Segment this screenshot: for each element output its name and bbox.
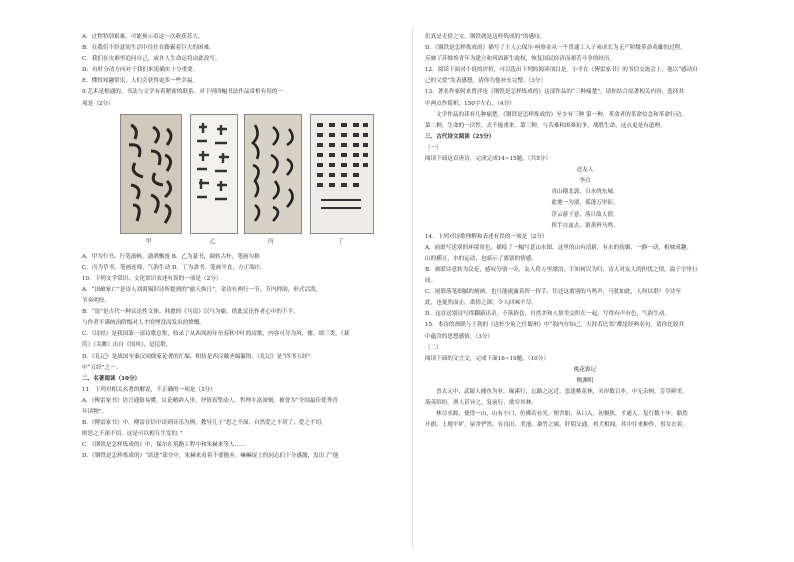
text-line: B．“说”是古代一种议论性文体，韩愈的《马说》以马为喻，借此议论作者心中的不平， [82, 309, 299, 316]
text-line: 与作者不满统治阶级对人才的埋没而发出的愤慨。 [82, 320, 206, 327]
text-line: 反映了苏维埃青年为建立和巩固新生政权，恢复国民经济而艰苦斗争的经历。 [425, 56, 616, 63]
text-line: 们真是无价之宝，钢铁就是这样炼成的”的感叹。 [425, 34, 546, 40]
poem-line: 挥手自兹去，萧萧班马鸣。 [551, 222, 619, 229]
question-10: 10．下列文学常识、文化常识表述有误的一项是（2分） [82, 275, 222, 282]
text-line: B．在我们不经意间生活中往往在路霸着巨大的困难。 [82, 45, 215, 52]
calligraphy-image-jia [120, 114, 182, 234]
text-line: D．《钢铁是怎样炼成的》“跃进”部分中，朱赫来看着不要抛弃，嘛嘛捉士的同志们十分感激，发出了“他 [82, 453, 339, 460]
text-line: D．这首送别诗写得翻新出奇，不落俗套，自然美和人情美交织在一起，写得有声有色，气韵生动。 [425, 311, 671, 318]
text-line: 阅读下面的文言文，完成下面16~19题。（10分） [425, 355, 549, 362]
text-line: 间。 [425, 278, 437, 285]
section-heading: 三、古代诗文阅读（25分） [425, 133, 495, 140]
text-line: C．《钢铁是怎样炼成的》中，保尔在筑路工程中和朱赫来等人…… [82, 442, 246, 449]
prose-author: 陶渊明 [576, 377, 594, 384]
prose-title: 桃花源记 [573, 366, 597, 373]
poem-line: 浮云游子意，落日故人情。 [551, 211, 619, 218]
text-line: C．我们在灾难里追问自己，或许人生命运将由此改写。 [82, 56, 221, 63]
subsection-heading: （二） [425, 344, 442, 351]
text-line: 葭》《关雎》出自《国风》，是民歌。 [82, 342, 172, 349]
text-line: 己的父爱”发表感想，请你为他补充完整。（3分） [425, 78, 547, 85]
text-line: 中两点作简析，150字左右。（4分） [425, 100, 515, 107]
question-11: 11．下列对相关名著的解说，不正确的一项是（3分） [82, 386, 216, 393]
text-line: A．前联写送别的环境景色，描绘了一幅写意山水图。这里的山有清新，有水的妩媚，一静一动，相映成趣。 [425, 244, 692, 251]
text-line: D．《钢铁是怎样炼成的》描写了主人公保尔·柯察金从一个普通工人子弟成长为无产阶级革命英雄的过程， [425, 45, 686, 52]
option-line: C．丙为草书，笔画连绵，气韵生动 D．丁为隶书，笔画平直，方正端庄。 [82, 264, 266, 271]
calligraphy-image-yi [190, 114, 238, 234]
left-column [82, 32, 402, 462]
text-line: 文学作品的读有几种痛楚。《钢铁是怎样炼成的》至少有三种 第一种，革命者的革命信念和革命行动。 [436, 111, 687, 118]
poem-line: 此地一为别，孤蓬万里征。 [551, 200, 619, 207]
text-line: D．《礼记》是战国至秦汉间儒家论著的汇编，相传是西汉戴圣编纂的。《礼记》是“四书五经” [82, 353, 311, 360]
text-line: 年读物”。 [82, 408, 108, 415]
text-line: B．颔联诗意转为议论，感叹分别一旁，友人将万里漂泊，不知何以为归，诗人对友人的担忧之情，溢于字里行 [425, 266, 698, 273]
text-line: 中蕴含的思想感情。（3分） [425, 333, 493, 340]
prose-line: 开朗。土地平旷，屋舍俨然，有良田、美池、桑竹之属。阡陌交通，鸡犬相闻。其中往来种作，男女衣着， [425, 422, 688, 429]
question-14: 14．下列对诗歌理解和表述有误的一项是（2分） [425, 233, 548, 240]
text-line: 山的横亘，水的运动，也暗示了离别的情感。 [425, 255, 537, 262]
caption-yi: 乙 [210, 238, 216, 245]
prose-line: 落英缤纷。渔人甚异之，复前行，欲穷其林。 [425, 400, 537, 407]
text-line: 此，也戛然而止，离情之深，令人回味不尽。 [425, 300, 537, 307]
text-line: 项是（2分） [82, 100, 114, 107]
text-line: 则思之不深不切，这是可以相互生发的。” [82, 431, 183, 438]
option-line: A．甲为行书，行笔流畅，潇洒飘逸 B．乙为篆书，圆转古朴，笔画匀称 [82, 253, 260, 260]
text-line: B．《傅雷家书》中，傅雷在信中谈到音乐为例，教导儿子“思之不深，自然爱之不切了；爱之不切， [82, 420, 327, 427]
poem-title: 送友人 [576, 167, 594, 174]
calligraphy-figure [82, 111, 402, 251]
prose-line: 林尽水源，便得一山，山有小口，仿佛若有光。便舍船，从口入。初极狭，才通人。复行数十步，豁然 [436, 411, 688, 418]
subsection-heading: （一） [425, 144, 442, 151]
caption-jia: 甲 [146, 238, 152, 245]
caption-bing: 丙 [268, 238, 274, 245]
calligraphy-image-bing [244, 114, 302, 234]
poem-author: 李白 [579, 178, 591, 185]
question-9: 9.艺术是相通的，书法与文学有着紧密的联系。对下列四幅书法作品赏析有误的一 [82, 89, 284, 96]
poem-line: 青山横北郭，白水绕东城。 [551, 189, 619, 196]
text-line: 第二种，生命的一次性，去不能重来。第三种，与苦难和困难抗争，战胜生命，这点更是有道理。 [425, 122, 666, 129]
text-line: C．《诗经》是我国第一部诗歌总集，收录了从西周初年至春秋中叶的诗歌，内容可分为风、雅、颂三类。《蒹 [82, 331, 350, 338]
text-line: E．懂得知趣常乐，人们会获得更多一些幸福。 [82, 78, 198, 85]
right-column [425, 32, 745, 431]
question-13: 13．著名作家阿来曾评论《钢铁是怎样炼成的》这部作品的“三种痛楚”，请你结合原著相关内容，选择其 [425, 89, 684, 96]
text-line: A．“国破家亡”是诗人刘禹锡旧诗所提到的“偷天换日”，金诗有两行一节，节内押韵，形式活泼， [82, 286, 322, 293]
column-divider [412, 28, 413, 548]
text-line: 阅读下面这首唐诗，完成完成14~15题。（共5分） [425, 156, 551, 163]
text-line: 节奏明快。 [82, 298, 110, 305]
question-15: 15．本诗的颈联与王勃的《送杜少府之任蜀州》中“海内存知己，天涯若比邻”都是经典名句，请你比较其 [425, 322, 684, 329]
text-line: 中“五经”之一。 [82, 364, 122, 371]
caption-ding: 丁 [338, 238, 344, 245]
calligraphy-image-ding [310, 114, 374, 234]
prose-line: 晋太元中，武陵人捕鱼为业。缘溪行，忘路之远近。忽逢桃花林，夹岸数百步，中无杂树，芳草鲜美， [436, 389, 688, 395]
text-line: C．尾联落笔细腻的刻画，也只能流露着挥一挥手，往还这离别的马鸣声，马犹如此，人何以堪？全诗至 [425, 289, 682, 296]
section-heading: 二、名著阅读（10分） [82, 375, 141, 382]
text-line: A．过程特别艰难，可能预示着这一次收获甚大。 [82, 34, 204, 40]
text-line: D．有时分清方向对于我们来说确实十分重要。 [82, 67, 199, 74]
text-line: A．《傅雷家书》语言通俗易懂，议论精辟入里，抒情真挚动人，哲理丰富深刻，被誉为“全国最佳优秀青 [82, 397, 338, 404]
question-12: 12．阅读下面对小说的评价，可以选出下列的阅读项目是。小平在《傅雷家书》的书信交流会上，他以“感动自 [425, 67, 698, 74]
